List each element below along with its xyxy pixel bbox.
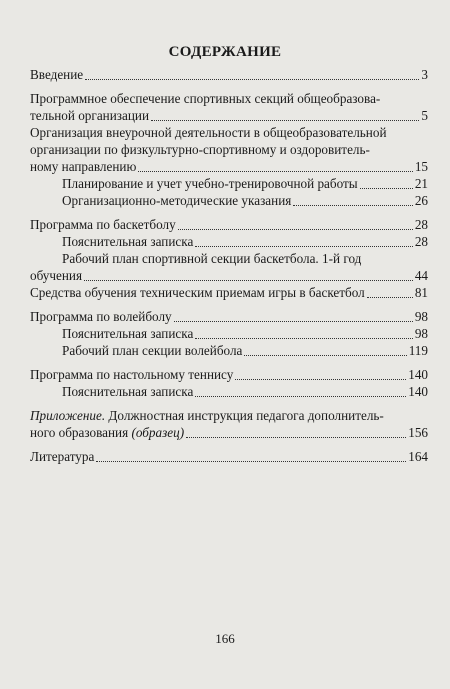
toc-entry-text (30, 407, 428, 424)
toc-entry-organization (30, 124, 428, 175)
toc-entry-table-tennis-note (30, 383, 428, 400)
page-title: СОДЕРЖАНИЕ (168, 44, 282, 60)
toc-page-number: 21 (414, 176, 428, 191)
toc-entry-text: Пояснительная записка (62, 384, 194, 399)
toc-entry-introduction (30, 66, 428, 83)
appendix-text: Должностная инструкция педагога дополнитель- (105, 408, 384, 423)
toc-entry-text: Планирование и учет учебно-тренировочной работы (62, 176, 358, 191)
toc-entry-appendix (30, 407, 428, 441)
toc-entry-literature (30, 448, 428, 465)
toc-entry-text: Средства обучения техническим приемам игры в баскетбол (30, 285, 365, 300)
dot-leader (235, 379, 406, 380)
toc-entry-text: организации по физкультурно-спортивному и оздоровитель- (30, 142, 370, 157)
toc-page-number: 140 (408, 384, 428, 399)
toc-entry-text: Программа по волейболу (30, 309, 172, 324)
toc-entry-volleyball-plan (30, 342, 428, 359)
toc-page-number: 44 (414, 268, 428, 283)
page-number: 166 (215, 631, 235, 646)
toc-entry-basketball-note (30, 233, 428, 250)
toc-page-number: 119 (408, 343, 428, 358)
toc-entry-planning (30, 175, 428, 192)
toc-page-number: 3 (421, 67, 428, 82)
toc-entry-software (30, 90, 428, 124)
appendix-text-end: ного образования (30, 425, 132, 440)
toc-page-number: 140 (408, 367, 428, 382)
dot-leader (195, 396, 406, 397)
table-of-contents (30, 66, 428, 465)
toc-entry-table-tennis (30, 366, 428, 383)
dot-leader (195, 338, 413, 339)
toc-entry-volleyball (30, 308, 428, 325)
toc-entry-volleyball-note (30, 325, 428, 342)
appendix-label: Приложение. (30, 408, 106, 423)
toc-entry-text: Программа по настольному теннису (30, 367, 234, 382)
toc-entry-text: Программное обеспечение спортивных секций общеобразова- (30, 91, 381, 106)
toc-page-number: 156 (408, 425, 428, 440)
toc-entry-text: Литература (30, 449, 95, 464)
dot-leader (174, 321, 413, 322)
toc-page-number: 26 (414, 193, 428, 208)
toc-page-number: 164 (408, 449, 428, 464)
toc-page-number: 28 (414, 234, 428, 249)
toc-entry-text: Рабочий план спортивной секции баскетбола. 1-й год (62, 251, 362, 266)
toc-entry-text: Рабочий план секции волейбола (62, 343, 243, 358)
dot-leader (96, 461, 406, 462)
dot-leader (293, 205, 412, 206)
toc-entry-text: Программа по баскетболу (30, 217, 176, 232)
toc-entry-text: Организация внеурочной деятельности в общеобразовательной (30, 125, 387, 140)
toc-entry-text: Введение (30, 67, 84, 82)
toc-entry-text (30, 424, 184, 441)
toc-entry-text: обучения (30, 268, 83, 283)
toc-entry-text: ному направлению (30, 159, 137, 174)
dot-leader (138, 171, 412, 172)
dot-leader (151, 120, 419, 121)
dot-leader (360, 188, 413, 189)
toc-page-number: 28 (414, 217, 428, 232)
toc-entry-text: Пояснительная записка (62, 234, 194, 249)
toc-entry-basketball-means (30, 284, 428, 301)
appendix-sample-label: (образец) (131, 425, 185, 440)
toc-entry-text: Организационно-методические указания (62, 193, 292, 208)
toc-page-number: 81 (414, 285, 428, 300)
dot-leader (186, 437, 406, 438)
toc-entry-text: тельной организации (30, 108, 150, 123)
toc-page-number: 5 (421, 108, 428, 123)
toc-entry-text: Пояснительная записка (62, 326, 194, 341)
dot-leader (244, 355, 406, 356)
dot-leader (85, 79, 419, 80)
dot-leader (178, 229, 413, 230)
dot-leader (367, 297, 413, 298)
dot-leader (195, 246, 413, 247)
toc-page-number: 15 (414, 159, 428, 174)
dot-leader (84, 280, 413, 281)
toc-page-number: 98 (414, 326, 428, 341)
toc-entry-guidelines (30, 192, 428, 209)
toc-entry-basketball (30, 216, 428, 233)
toc-entry-basketball-plan (30, 250, 428, 284)
toc-page-number: 98 (414, 309, 428, 324)
